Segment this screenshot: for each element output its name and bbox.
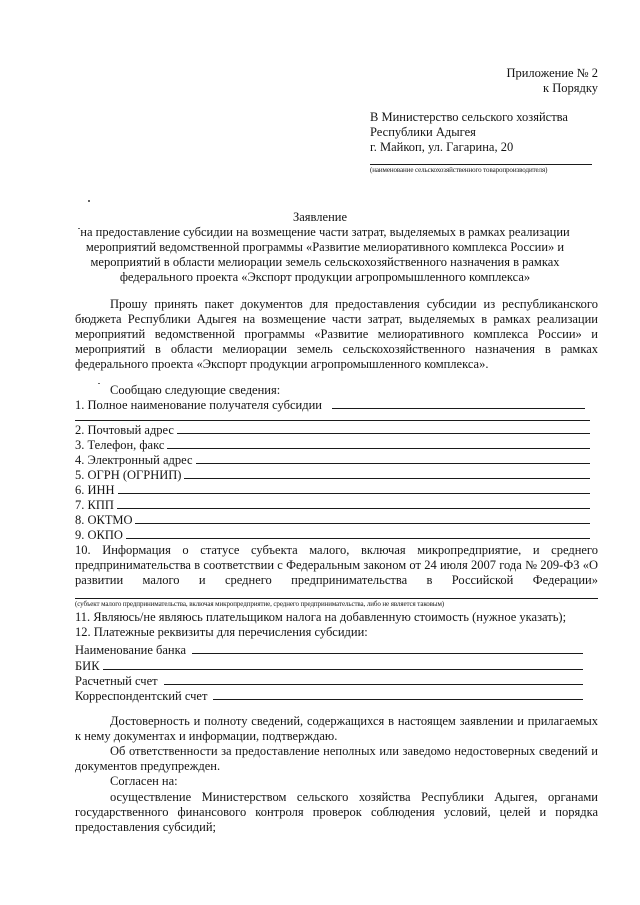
addressee-line-2: Республики Адыгея bbox=[370, 125, 476, 139]
item10-line: предпринимательства в соответствии с Федеральным законом от 24 июля 2007 года № 209-ФЗ «О bbox=[75, 558, 598, 572]
field-label: 4. Электронный адрес bbox=[75, 453, 193, 467]
title-line: на предоставление субсидии на возмещение части затрат, выделяемых в рамках реализации bbox=[80, 225, 570, 239]
fill-line bbox=[177, 422, 590, 434]
field-label: 1. Полное наименование получателя субсидии bbox=[75, 398, 322, 412]
intro-line: бюджета Республики Адыгея на возмещение части затрат, выделяемых в рамках реализации bbox=[75, 312, 598, 326]
field-label: Корреспондентский счет bbox=[75, 689, 208, 703]
scan-speck bbox=[88, 200, 90, 202]
item10-caption: (субъект малого предпринимательства, включая микропредприятие, среднего предпринимательства, либо не является таковым) bbox=[75, 600, 445, 608]
field-label: Наименование банка bbox=[75, 643, 187, 657]
fill-line bbox=[332, 397, 585, 409]
field-bank-name bbox=[75, 642, 583, 657]
intro-line: мероприятий в области мелиорации земель сельскохозяйственного назначения в рамках bbox=[75, 342, 598, 356]
field-postal-address bbox=[75, 422, 590, 437]
fill-line bbox=[135, 512, 590, 524]
field-okpo bbox=[75, 527, 590, 542]
consent-line: осуществление Министерством сельского хозяйства Республики Адыгея, органами bbox=[110, 790, 598, 804]
field-label: 7. КПП bbox=[75, 498, 114, 512]
field-settlement-account bbox=[75, 673, 583, 688]
applicant-name-line bbox=[370, 164, 592, 165]
fill-line bbox=[126, 527, 590, 539]
reliability-line: Достоверность и полноту сведений, содержащихся в настоящем заявлении и прилагаемых bbox=[110, 714, 598, 728]
fill-line bbox=[117, 497, 590, 509]
field-kpp bbox=[75, 497, 590, 512]
item11-vat: 11. Являюсь/не являюсь плательщиком налога на добавленную стоимость (нужное указать); bbox=[75, 610, 567, 624]
addressee-line-3: г. Майкоп, ул. Гагарина, 20 bbox=[370, 140, 514, 154]
applicant-name-caption: (наименование сельскохозяйственного товаропроизводителя) bbox=[370, 166, 548, 174]
field-correspondent-account bbox=[75, 688, 583, 703]
title-line: федерального проекта «Экспорт продукции агропромышленного комплекса» bbox=[119, 270, 531, 284]
field-label: 6. ИНН bbox=[75, 483, 115, 497]
responsibility-line: документов предупрежден. bbox=[75, 759, 221, 773]
fill-line bbox=[118, 482, 590, 494]
field-label: Расчетный счет bbox=[75, 674, 158, 688]
field-label: 8. ОКТМО bbox=[75, 513, 133, 527]
document-title: Заявление bbox=[292, 210, 347, 224]
fill-line bbox=[196, 452, 590, 464]
scan-speck bbox=[98, 383, 100, 384]
reliability-line: к нему документах и информации, подтверждаю. bbox=[75, 729, 338, 743]
fill-line bbox=[103, 658, 583, 670]
item10-line: развитии малого и среднего предпринимательства в Российской Федерации» bbox=[75, 573, 598, 587]
appendix-number: Приложение № 2 bbox=[506, 66, 598, 80]
consent-line: государственного финансового контроля проверок соблюдения условий, целей и порядка bbox=[75, 805, 598, 819]
field-label: БИК bbox=[75, 659, 100, 673]
field-label: 2. Почтовый адрес bbox=[75, 423, 174, 437]
fill-line bbox=[192, 642, 583, 654]
addressee-line-1: В Министерство сельского хозяйства bbox=[370, 110, 568, 124]
continuation-line bbox=[75, 420, 590, 421]
intro-line: мероприятий ведомственной программы «Развитие мелиоративного комплекса России» и bbox=[75, 327, 598, 341]
title-line: мероприятий ведомственной программы «Развитие мелиоративного комплекса России» и bbox=[85, 240, 565, 254]
item10-fill-line bbox=[75, 598, 598, 599]
title-line: мероприятий в области мелиорации земель сельскохозяйственного назначения в рамках bbox=[90, 255, 560, 269]
consent-line: предоставления субсидий; bbox=[75, 820, 217, 834]
field-email bbox=[75, 452, 590, 467]
field-recipient-name bbox=[75, 397, 585, 412]
field-label: 5. ОГРН (ОГРНИП) bbox=[75, 468, 182, 482]
fill-line bbox=[184, 467, 590, 479]
intro-line: федерального проекта «Экспорт продукции агропромышленного комплекса». bbox=[75, 357, 489, 371]
appendix-reference: к Порядку bbox=[543, 81, 598, 95]
consent-heading: Согласен на: bbox=[110, 774, 178, 788]
field-label: 3. Телефон, факс bbox=[75, 438, 165, 452]
fill-line bbox=[167, 437, 590, 449]
fill-line bbox=[164, 673, 583, 685]
item12-bank-details: 12. Платежные реквизиты для перечисления субсидии: bbox=[75, 625, 368, 639]
item10-line: 10. Информация о статусе субъекта малого, включая микропредприятие, и среднего bbox=[75, 543, 598, 557]
intro-line: Прошу принять пакет документов для предоставления субсидии из республиканского bbox=[110, 297, 598, 311]
field-phone-fax bbox=[75, 437, 590, 452]
field-label: 9. ОКПО bbox=[75, 528, 123, 542]
field-oktmo bbox=[75, 512, 590, 527]
info-lead: Сообщаю следующие сведения: bbox=[110, 383, 281, 397]
field-ogrn bbox=[75, 467, 590, 482]
fill-line bbox=[213, 688, 583, 700]
field-bik bbox=[75, 658, 583, 673]
responsibility-line: Об ответственности за предоставление неполных или заведомо недостоверных сведений и bbox=[110, 744, 598, 758]
field-inn bbox=[75, 482, 590, 497]
